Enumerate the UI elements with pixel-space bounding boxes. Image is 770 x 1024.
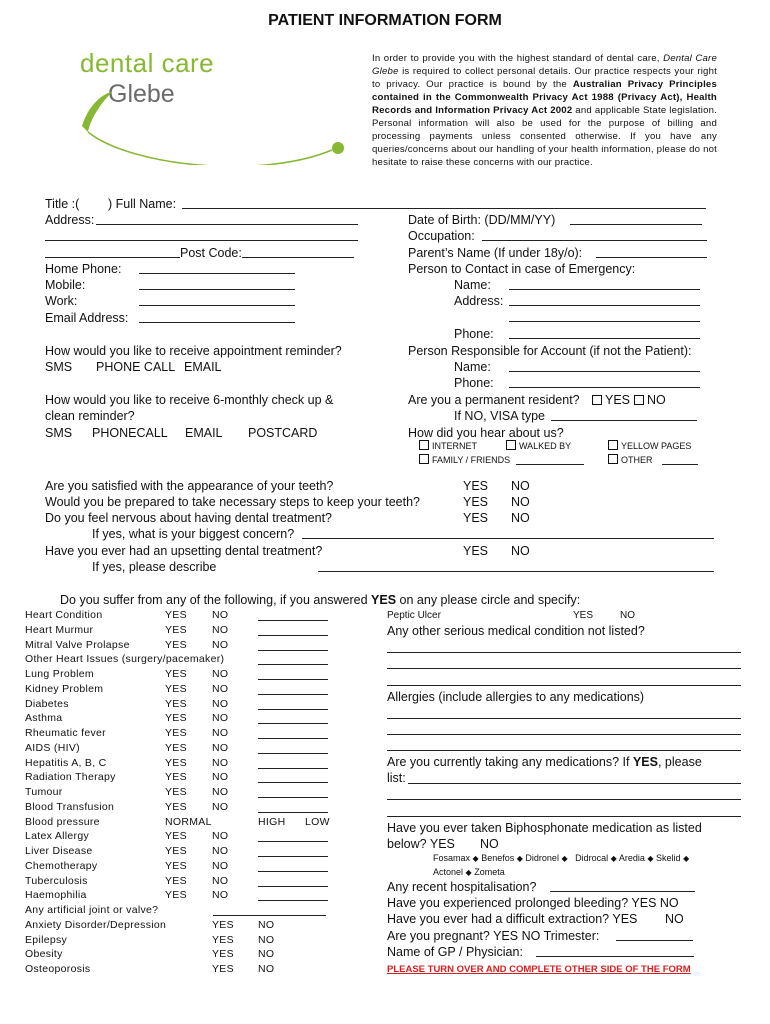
- parent-name-label: Parent’s Name (If under 18y/o):: [408, 246, 583, 260]
- condition-specify-field[interactable]: [258, 664, 328, 665]
- condition-no[interactable]: NO: [258, 948, 275, 961]
- condition-specify-field[interactable]: [258, 635, 328, 636]
- address-field-3[interactable]: [45, 257, 180, 258]
- trimester-field[interactable]: [616, 940, 693, 941]
- occupation-label: Occupation:: [408, 229, 475, 243]
- condition-label: Hepatitis A, B, C: [25, 756, 107, 769]
- work-field[interactable]: [139, 305, 295, 306]
- teeth-q1-yes[interactable]: YES: [463, 479, 489, 493]
- heard-family-field[interactable]: [516, 464, 584, 465]
- address-field-2[interactable]: [45, 240, 358, 241]
- extraction-question: Have you ever had a difficult extraction? YES: [387, 912, 638, 926]
- teeth-q4-yes[interactable]: YES: [463, 544, 489, 558]
- condition-no[interactable]: NO: [212, 697, 229, 710]
- dob-field[interactable]: [570, 224, 702, 225]
- condition-yes[interactable]: YES: [165, 668, 187, 680]
- biggest-concern-field[interactable]: [302, 538, 714, 539]
- checkup-reminder-question: How would you like to receive 6-monthly check up &: [45, 393, 334, 407]
- condition-yes[interactable]: YES: [165, 697, 187, 710]
- condition-yes[interactable]: YES: [165, 609, 187, 621]
- condition-label: AIDS (HIV): [25, 741, 80, 754]
- condition-label: Heart Murmur: [25, 623, 94, 636]
- peptic-ulcer-no[interactable]: NO: [620, 610, 635, 621]
- condition-no[interactable]: NO: [212, 830, 229, 843]
- condition-specify-field[interactable]: [258, 620, 328, 621]
- condition-yes[interactable]: YES: [165, 682, 187, 695]
- mobile-field[interactable]: [139, 289, 295, 290]
- appt-option-email[interactable]: EMAIL: [184, 360, 222, 374]
- condition-yes[interactable]: YES: [165, 638, 187, 651]
- condition-no[interactable]: NO: [212, 712, 229, 725]
- condition-specify-field[interactable]: [258, 709, 328, 710]
- other-condition-field-1[interactable]: [387, 652, 741, 653]
- condition-label: Mitral Valve Prolapse: [25, 638, 130, 651]
- conditions-intro: Do you suffer from any of the following, if you answered YES on any please circle and specify:: [60, 593, 581, 607]
- home-phone-field[interactable]: [139, 273, 295, 274]
- condition-yes[interactable]: YES: [165, 771, 187, 784]
- emergency-phone-field[interactable]: [509, 338, 700, 339]
- condition-yes[interactable]: YES: [165, 889, 187, 902]
- condition-no[interactable]: NO: [212, 800, 229, 813]
- condition-yes[interactable]: YES: [165, 859, 187, 872]
- peptic-ulcer-yes[interactable]: YES: [573, 610, 594, 621]
- visa-field[interactable]: [551, 420, 697, 421]
- gp-label: Name of GP / Physician:: [387, 945, 523, 959]
- condition-no[interactable]: NO: [212, 771, 229, 784]
- bp-low-option[interactable]: LOW: [305, 815, 330, 828]
- condition-specify-field[interactable]: [258, 753, 328, 754]
- turn-over-notice: PLEASE TURN OVER AND COMPLETE OTHER SIDE OF THE FORM: [387, 964, 691, 975]
- peptic-ulcer-label: Peptic Ulcer: [387, 610, 441, 621]
- dob-label: Date of Birth: (DD/MM/YY): [408, 213, 556, 227]
- condition-yes[interactable]: YES: [165, 756, 187, 769]
- heard-yellow-pages-checkbox[interactable]: YELLOW PAGES: [608, 440, 691, 452]
- condition-specify-field[interactable]: [258, 841, 328, 842]
- condition-label: Tuberculosis: [25, 874, 88, 887]
- title-label: Title :(: [45, 197, 80, 211]
- condition-specify-field[interactable]: [258, 679, 328, 680]
- condition-no[interactable]: NO: [212, 741, 229, 754]
- condition-no[interactable]: NO: [212, 889, 229, 902]
- condition-specify-field[interactable]: [213, 915, 326, 916]
- medications-field-2[interactable]: [387, 799, 741, 800]
- medications-field-1[interactable]: [408, 783, 741, 784]
- heard-other-field[interactable]: [662, 464, 698, 465]
- visa-label: If NO, VISA type: [454, 409, 546, 423]
- condition-yes[interactable]: YES: [165, 727, 187, 739]
- condition-no[interactable]: NO: [258, 918, 275, 931]
- condition-label: Rheumatic fever: [25, 727, 106, 739]
- responsible-person-label: Person Responsible for Account (if not the Patient):: [408, 344, 692, 358]
- condition-label: Blood Transfusion: [25, 800, 115, 813]
- condition-label: Chemotherapy: [25, 859, 98, 872]
- condition-no[interactable]: NO: [212, 609, 229, 621]
- condition-yes[interactable]: YES: [212, 948, 234, 961]
- condition-no[interactable]: NO: [258, 933, 275, 946]
- checkbox-icon: [506, 440, 516, 450]
- condition-yes[interactable]: YES: [165, 800, 187, 813]
- teeth-q1-no[interactable]: NO: [511, 479, 530, 493]
- teeth-q2-yes[interactable]: YES: [463, 495, 489, 509]
- condition-no[interactable]: NO: [212, 874, 229, 887]
- condition-label: Blood pressure: [25, 815, 100, 828]
- resident-no-checkbox[interactable]: NO: [634, 392, 666, 408]
- condition-label: Heart Condition: [25, 609, 103, 621]
- condition-yes[interactable]: YES: [165, 741, 187, 754]
- condition-no[interactable]: NO: [212, 623, 229, 636]
- checkup-option-postcard[interactable]: POSTCARD: [248, 426, 318, 440]
- condition-no[interactable]: NO: [212, 668, 229, 680]
- teeth-question-nervous: Do you feel nervous about having dental treatment?: [45, 511, 332, 525]
- condition-no[interactable]: NO: [212, 638, 229, 651]
- appt-option-sms[interactable]: SMS: [45, 360, 73, 374]
- condition-yes[interactable]: YES: [212, 963, 234, 975]
- teeth-q4-no[interactable]: NO: [511, 544, 530, 558]
- condition-specify-field[interactable]: [258, 900, 328, 901]
- condition-yes[interactable]: YES: [165, 623, 187, 636]
- checkbox-icon: [419, 440, 429, 450]
- condition-label: Tumour: [25, 786, 63, 798]
- permanent-resident-question: Are you a permanent resident?: [408, 393, 580, 407]
- heard-walked-by-checkbox[interactable]: WALKED BY: [506, 440, 571, 452]
- teeth-question-upsetting: Have you ever had an upsetting dental treatment?: [45, 544, 323, 558]
- condition-no[interactable]: NO: [212, 859, 229, 872]
- condition-specify-field[interactable]: [258, 738, 328, 739]
- other-condition-field-2[interactable]: [387, 668, 741, 669]
- responsible-phone-label: Phone:: [454, 376, 494, 390]
- teeth-q3-yes[interactable]: YES: [463, 511, 489, 525]
- teeth-q3-no[interactable]: NO: [511, 511, 530, 525]
- heard-other-checkbox[interactable]: OTHER: [608, 454, 653, 466]
- medications-list-label: list:: [387, 771, 406, 785]
- condition-no[interactable]: NO: [212, 845, 229, 857]
- describe-label: If yes, please describe: [92, 560, 217, 574]
- emergency-name-field[interactable]: [509, 289, 700, 290]
- condition-specify-field[interactable]: [258, 694, 328, 695]
- occupation-field[interactable]: [482, 240, 707, 241]
- logo-line2: Glebe: [108, 80, 175, 108]
- checkbox-icon: [608, 454, 618, 464]
- condition-label: Haemophilia: [25, 889, 87, 902]
- biphosphonate-yes[interactable]: below? YES: [387, 837, 455, 851]
- checkup-reminder-question-2: clean reminder?: [45, 409, 135, 423]
- teeth-q2-no[interactable]: NO: [511, 495, 530, 509]
- address-label: Address:: [45, 213, 95, 227]
- resident-yes-checkbox[interactable]: YES: [592, 392, 630, 408]
- condition-specify-field[interactable]: [258, 886, 328, 887]
- responsible-name-field[interactable]: [509, 371, 700, 372]
- condition-label: Radiation Therapy: [25, 771, 116, 784]
- full-name-label: ) Full Name:: [108, 197, 177, 211]
- condition-specify-field[interactable]: [258, 856, 328, 857]
- pregnant-question: Are you pregnant? YES NO Trimester:: [387, 929, 600, 943]
- condition-specify-field[interactable]: [258, 812, 328, 813]
- condition-label: Liver Disease: [25, 845, 93, 857]
- condition-label: Diabetes: [25, 697, 69, 710]
- checkbox-icon: [592, 395, 602, 405]
- checkup-option-sms[interactable]: SMS: [45, 426, 73, 440]
- other-condition-field-3[interactable]: [387, 685, 741, 686]
- condition-yes[interactable]: YES: [212, 933, 234, 946]
- responsible-name-label: Name:: [454, 360, 491, 374]
- condition-label: Lung Problem: [25, 668, 94, 680]
- condition-label: Osteoporosis: [25, 963, 91, 975]
- condition-specify-field[interactable]: [258, 723, 328, 724]
- home-phone-label: Home Phone:: [45, 262, 122, 276]
- page-title: PATIENT INFORMATION FORM: [268, 12, 502, 29]
- full-name-field[interactable]: [182, 208, 706, 209]
- allergies-field-1[interactable]: [387, 718, 741, 719]
- biphosphonate-drugs-line1: Fosamax ◆ Benefos ◆ Didronel ◆ Didrocal ◆ Aredia ◆ Skelid ◆: [433, 853, 690, 863]
- hospitalisation-label: Any recent hospitalisation?: [387, 880, 537, 894]
- extraction-no[interactable]: NO: [665, 912, 684, 926]
- gp-field[interactable]: [536, 956, 694, 957]
- condition-label: Asthma: [25, 712, 63, 725]
- emergency-name-label: Name:: [454, 278, 491, 292]
- biphosphonate-question: Have you ever taken Biphosphonate medication as listed: [387, 821, 702, 835]
- condition-yes[interactable]: YES: [165, 712, 187, 725]
- condition-yes[interactable]: YES: [165, 830, 187, 843]
- emergency-contact-label: Person to Contact in case of Emergency:: [408, 262, 636, 276]
- condition-label: Obesity: [25, 948, 63, 961]
- condition-no[interactable]: NO: [212, 682, 229, 695]
- heard-internet-checkbox[interactable]: INTERNET: [419, 440, 477, 452]
- condition-specify-field[interactable]: [258, 650, 328, 651]
- logo-swoosh-icon: [60, 70, 360, 165]
- allergies-field-3[interactable]: [387, 750, 741, 751]
- teeth-question-steps: Would you be prepared to take necessary steps to keep your teeth?: [45, 495, 420, 509]
- work-label: Work:: [45, 294, 78, 308]
- bleeding-question: Have you experienced prolonged bleeding? YES NO: [387, 896, 679, 910]
- email-label: Email Address:: [45, 311, 129, 325]
- checkup-option-phone[interactable]: PHONECALL: [92, 426, 168, 440]
- condition-label: Other Heart Issues (surgery/pacemaker): [25, 653, 225, 666]
- post-code-label: Post Code:: [180, 246, 242, 260]
- describe-field[interactable]: [318, 571, 714, 572]
- responsible-phone-field[interactable]: [509, 387, 700, 388]
- privacy-notice: In order to provide you with the highest standard of dental care, Dental Care Glebe is required to collect personal details. Our practice respects your right to privacy. Our practice is bound by the Australian Privacy Principles contained in the Commonwealth Privacy Act 1988 (Privacy Act), Health Records and Information Privacy Act 2002 and applicable State legislation. Personal information will also be used for the purpose of billing and processing payments unless consented otherwise. If you have any queries/concerns about our handling of your health information, please do not hesitate to raise these concerns with our practice.: [372, 53, 718, 168]
- condition-specify-field[interactable]: [258, 768, 328, 769]
- condition-specify-field[interactable]: [258, 871, 328, 872]
- other-condition-label: Any other serious medical condition not listed?: [387, 624, 645, 638]
- condition-label: Kidney Problem: [25, 682, 104, 695]
- condition-yes[interactable]: YES: [212, 918, 234, 931]
- condition-no[interactable]: NO: [212, 756, 229, 769]
- bp-high-option[interactable]: HIGH: [258, 815, 286, 828]
- medications-question: Are you currently taking any medications? If YES, please: [387, 755, 702, 769]
- post-code-field[interactable]: [242, 257, 354, 258]
- heard-about-label: How did you hear about us?: [408, 426, 564, 440]
- condition-yes[interactable]: YES: [165, 874, 187, 887]
- checkup-option-email[interactable]: EMAIL: [185, 426, 223, 440]
- allergies-label: Allergies (include allergies to any medications): [387, 690, 645, 704]
- biphosphonate-no[interactable]: NO: [480, 837, 499, 851]
- mobile-label: Mobile:: [45, 278, 86, 292]
- hospitalisation-field[interactable]: [550, 891, 695, 892]
- condition-specify-field[interactable]: [258, 797, 328, 798]
- emergency-address-label: Address:: [454, 294, 504, 308]
- emergency-address-field-2[interactable]: [509, 321, 700, 322]
- appt-option-phone[interactable]: PHONE CALL: [96, 360, 176, 374]
- medications-field-3[interactable]: [387, 816, 741, 817]
- condition-yes[interactable]: YES: [165, 845, 187, 857]
- condition-no[interactable]: NO: [212, 727, 229, 739]
- condition-specify-field[interactable]: [258, 782, 328, 783]
- biphosphonate-drugs-line2: Actonel ◆ Zometa: [433, 867, 505, 877]
- condition-label: Epilepsy: [25, 933, 68, 946]
- condition-no[interactable]: NO: [258, 963, 275, 975]
- condition-no[interactable]: NO: [212, 786, 229, 798]
- emergency-phone-label: Phone:: [454, 327, 494, 341]
- parent-name-field[interactable]: [596, 257, 707, 258]
- logo-line1: dental care: [80, 48, 215, 78]
- condition-yes[interactable]: YES: [165, 786, 187, 798]
- appointment-reminder-question: How would you like to receive appointment reminder?: [45, 344, 342, 358]
- teeth-question-appearance: Are you satisfied with the appearance of your teeth?: [45, 479, 334, 493]
- checkbox-icon: [608, 440, 618, 450]
- bp-normal-option[interactable]: NORMAL: [165, 815, 212, 828]
- emergency-address-field[interactable]: [509, 305, 700, 306]
- biggest-concern-label: If yes, what is your biggest concern?: [92, 527, 295, 541]
- address-field[interactable]: [96, 224, 358, 225]
- condition-label: Any artificial joint or valve?: [25, 904, 159, 916]
- heard-family-checkbox[interactable]: FAMILY / FRIENDS: [419, 454, 510, 466]
- condition-label: Anxiety Disorder/Depression: [25, 918, 167, 931]
- checkbox-icon: [634, 395, 644, 405]
- allergies-field-2[interactable]: [387, 734, 741, 735]
- checkbox-icon: [419, 454, 429, 464]
- email-field[interactable]: [139, 322, 295, 323]
- condition-label: Latex Allergy: [25, 830, 90, 843]
